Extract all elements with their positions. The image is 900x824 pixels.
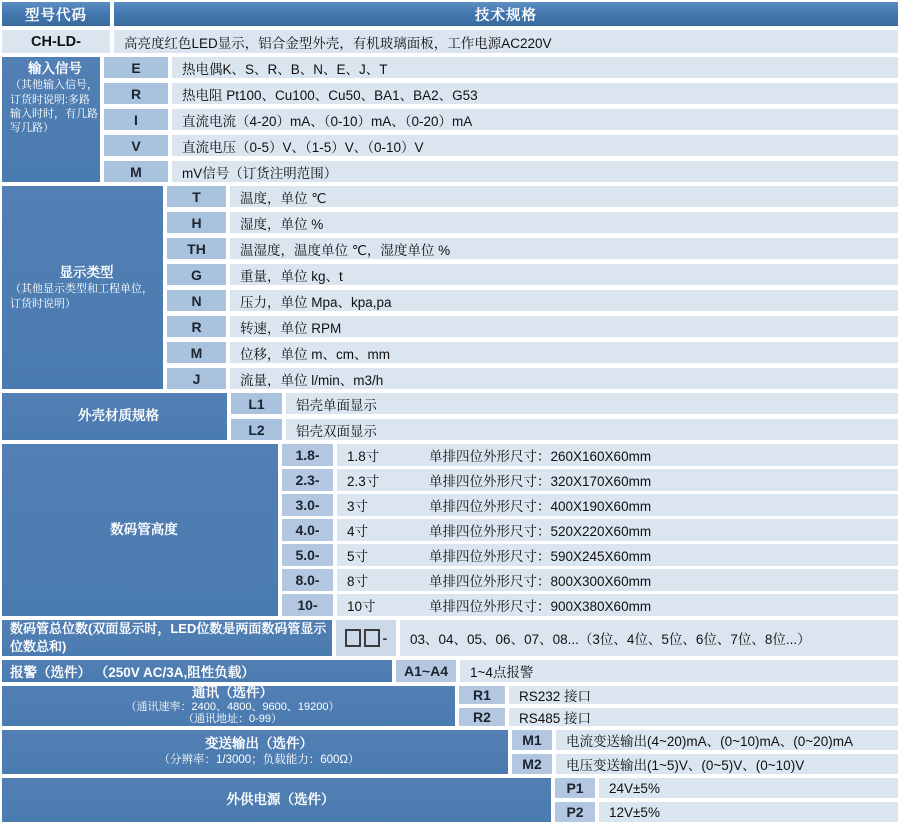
digit-height-rows [282, 444, 898, 616]
option-text: 温湿度，温度单位 ℃，湿度单位 % [230, 238, 898, 259]
digit-height-title: 数码管高度 [110, 521, 178, 537]
option-text: 转速，单位 RPM [230, 316, 898, 337]
option-code: L2 [231, 419, 282, 440]
option-code: R [104, 83, 168, 104]
option-code: P1 [555, 778, 595, 798]
power-label [2, 778, 551, 822]
transmit-section [2, 730, 898, 774]
table-row [555, 802, 898, 822]
display-type-note: （其他显示类型和工程单位，订货时说明） [10, 283, 153, 310]
digit-box-icon [364, 629, 380, 647]
table-row [167, 212, 898, 233]
digit-box-icon [345, 629, 361, 647]
display-type-section [2, 186, 898, 389]
display-type-rows [167, 186, 898, 389]
option-code: R [167, 316, 226, 337]
option-text: 直流电压（0-5）V、（1-5）V、（0-10）V [172, 135, 898, 156]
option-code: 5.0- [282, 544, 333, 566]
shell-label [2, 393, 227, 440]
table-row [282, 469, 898, 491]
table-row [512, 754, 898, 774]
option-code: M1 [512, 730, 552, 750]
digit-height-label [2, 444, 278, 616]
transmit-label [2, 730, 508, 774]
dimension-text: 单排四位外形尺寸：400X190X60mm [429, 499, 652, 514]
option-code: 3.0- [282, 494, 333, 516]
option-code: M2 [512, 754, 552, 774]
option-text: 压力，单位 Mpa、kpa,pa [230, 290, 898, 311]
option-text [337, 494, 898, 516]
option-text [337, 544, 898, 566]
option-text: 铝壳单面显示 [286, 393, 898, 414]
table-row [104, 161, 898, 182]
option-text: 流量，单位 l/min、m3/h [230, 368, 898, 389]
comm-note-rate: （通讯速率：2400、4800、9600、19200） [125, 701, 340, 714]
comm-label [2, 686, 455, 726]
size-label: 5寸 [347, 549, 369, 564]
size-label: 3寸 [347, 499, 369, 514]
input-signal-note: （其他输入信号，订货时说明:多路输入时时，有几路写几路） [10, 79, 98, 135]
table-row [555, 778, 898, 798]
power-section [2, 778, 898, 822]
option-code: 2.3- [282, 469, 333, 491]
table-row [167, 238, 898, 259]
comm-section [2, 686, 898, 726]
option-code: G [167, 264, 226, 285]
option-code: I [104, 109, 168, 130]
option-code: M [167, 342, 226, 363]
table-row [104, 109, 898, 130]
transmit-note: （分辨率：1/3000；负载能力：600Ω） [158, 753, 360, 766]
option-code: M [104, 161, 168, 182]
table-row [459, 708, 898, 726]
option-text: 12V±5% [599, 802, 898, 822]
table-row [282, 544, 898, 566]
table-row [282, 494, 898, 516]
option-text: 位移，单位 m、cm、mm [230, 342, 898, 363]
shell-section [2, 393, 898, 440]
digit-count-label [2, 620, 332, 656]
option-code: TH [167, 238, 226, 259]
table-row [167, 186, 898, 207]
size-label: 10寸 [347, 599, 376, 614]
shell-title: 外壳材质规格 [78, 408, 159, 424]
option-text: 铝壳双面显示 [286, 419, 898, 440]
table-row [282, 594, 898, 616]
option-text: RS232 接口 [509, 686, 898, 704]
transmit-title: 变送输出（选件） [205, 736, 313, 752]
header-tech-spec: 技术规格 [114, 2, 898, 26]
dimension-text: 单排四位外形尺寸：320X170X60mm [429, 474, 652, 489]
table-row [104, 135, 898, 156]
option-text: 湿度，单位 % [230, 212, 898, 233]
digit-count-row [2, 620, 898, 656]
option-code: V [104, 135, 168, 156]
option-text: 24V±5% [599, 778, 898, 798]
table-row [167, 316, 898, 337]
dimension-text: 单排四位外形尺寸：520X220X60mm [429, 524, 652, 539]
table-row [282, 569, 898, 591]
table-row [459, 686, 898, 704]
option-text: 电压变送输出(1~5)V、(0~5)V、(0~10)V [556, 754, 898, 774]
table-row [167, 264, 898, 285]
option-code: T [167, 186, 226, 207]
alarm-row [2, 660, 898, 682]
option-code: 1.8- [282, 444, 333, 466]
comm-title: 通讯（选件） [192, 686, 273, 701]
digit-count-title: 数码管总位数(双面显示时，LED位数是两面数码管显示位数总和) [10, 621, 327, 654]
option-text [337, 594, 898, 616]
dimension-text: 单排四位外形尺寸：260X160X60mm [429, 449, 652, 464]
digit-count-text: 03、04、05、06、07、08...（3位、4位、5位、6位、7位、8位...） [400, 620, 898, 656]
option-code: H [167, 212, 226, 233]
table-row [167, 368, 898, 389]
option-text: 电流变送输出(4~20)mA、(0~10)mA、(0~20)mA [556, 730, 898, 750]
display-type-label [2, 186, 163, 389]
option-code: A1~A4 [396, 660, 456, 682]
option-code: L1 [231, 393, 282, 414]
option-code: J [167, 368, 226, 389]
input-signal-title: 输入信号 [28, 61, 82, 76]
table-row [167, 342, 898, 363]
size-label: 4寸 [347, 524, 369, 539]
option-text: 温度，单位 ℃ [230, 186, 898, 207]
option-code: R1 [459, 686, 505, 704]
option-code: E [104, 57, 168, 78]
size-label: 2.3寸 [347, 474, 380, 489]
table-row [167, 290, 898, 311]
option-text [337, 569, 898, 591]
option-text: RS485 接口 [509, 708, 898, 726]
digit-count-placeholder [336, 620, 396, 656]
option-text [337, 469, 898, 491]
option-code: 4.0- [282, 519, 333, 541]
power-rows [555, 778, 898, 822]
header-row [2, 2, 898, 26]
option-code: 10- [282, 594, 333, 616]
comm-note-addr: （通讯地址：0-99） [182, 713, 282, 726]
comm-rows [459, 686, 898, 726]
dimension-text: 单排四位外形尺寸：800X300X60mm [429, 574, 652, 589]
option-code: P2 [555, 802, 595, 822]
option-code: 8.0- [282, 569, 333, 591]
model-description: 高亮度红色LED显示，铝合金型外壳，有机玻璃面板，工作电源AC220V [114, 30, 898, 53]
transmit-rows [512, 730, 898, 774]
table-row [231, 393, 898, 414]
power-title: 外供电源（选件） [226, 791, 335, 807]
dimension-text: 单排四位外形尺寸：590X245X60mm [429, 549, 652, 564]
input-signal-section [2, 57, 898, 182]
input-signal-rows [104, 57, 898, 182]
option-text [337, 444, 898, 466]
table-row [282, 444, 898, 466]
digit-height-section [2, 444, 898, 616]
option-code: N [167, 290, 226, 311]
model-row [2, 30, 898, 53]
option-text: 重量，单位 kg、t [230, 264, 898, 285]
model-code: CH-LD- [2, 30, 110, 53]
size-label: 1.8寸 [347, 449, 380, 464]
option-text [337, 519, 898, 541]
dash-glyph: - [382, 630, 388, 646]
option-text: 1~4点报警 [460, 660, 898, 682]
shell-rows [231, 393, 898, 440]
input-signal-label [2, 57, 100, 182]
table-row [282, 519, 898, 541]
dimension-text: 单排四位外形尺寸：900X380X60mm [429, 599, 652, 614]
option-text: mV信号（订货注明范围） [172, 161, 898, 182]
table-row [104, 83, 898, 104]
option-text: 热电偶K、S、R、B、N、E、J、T [172, 57, 898, 78]
header-model-code: 型号代码 [2, 2, 110, 26]
table-row [512, 730, 898, 750]
option-text: 直流电流（4-20）mA、（0-10）mA、（0-20）mA [172, 109, 898, 130]
alarm-label: 报警（选件） （250V AC/3A,阻性负载） [2, 660, 392, 682]
table-row [231, 419, 898, 440]
table-row [104, 57, 898, 78]
size-label: 8寸 [347, 574, 369, 589]
option-text: 热电阻 Pt100、Cu100、Cu50、BA1、BA2、G53 [172, 83, 898, 104]
display-type-title: 显示类型 [59, 265, 114, 281]
option-code: R2 [459, 708, 505, 726]
